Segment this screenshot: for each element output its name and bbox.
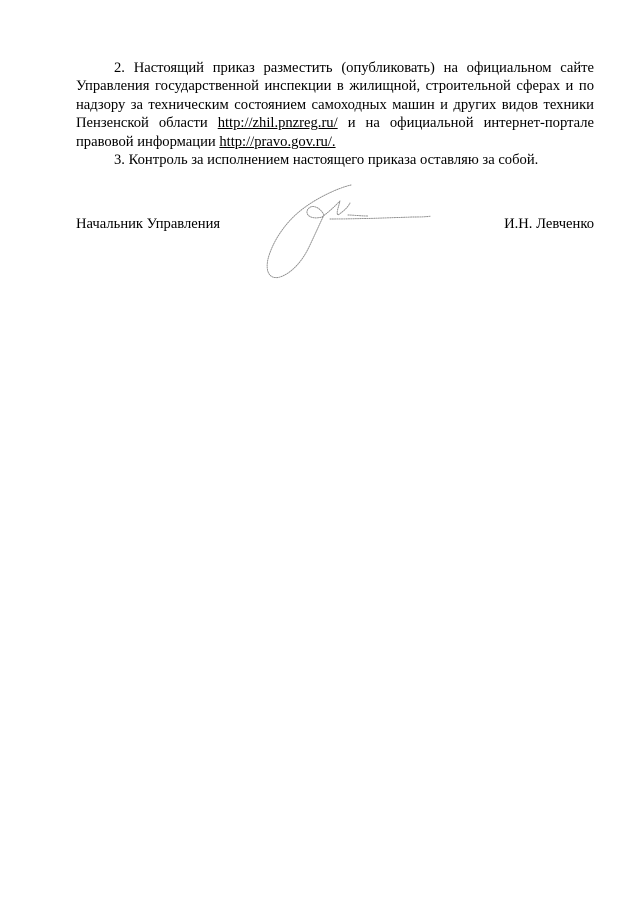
signature-block [76,215,594,285]
paragraph-text: и на официальной интернет-портале правовой информации [76,115,594,150]
document-body [76,59,594,169]
signatory-position: Начальник Управления [76,216,221,232]
paragraph-text: 3. Контроль за исполнением настоящего приказа оставляю за собой. [114,152,539,169]
link-pravo-gov[interactable]: http://pravo.gov.ru/. [219,133,336,150]
paragraph-control [76,151,594,169]
signatory-name: И.Н. Левченко [504,216,594,232]
handwritten-signature [264,183,434,283]
link-zhil-pnzreg[interactable]: http://zhil.pnzreg.ru/ [217,115,338,132]
paragraph-text: 2. Настоящий приказ разместить (опубликовать) на официальном сайте Управления государственной инспекции в жилищной, строительной сферах и по надзору за техническим состоянием самоходных машин и других видов техники Пензенской области [76,60,594,132]
paragraph-publication [76,59,594,151]
